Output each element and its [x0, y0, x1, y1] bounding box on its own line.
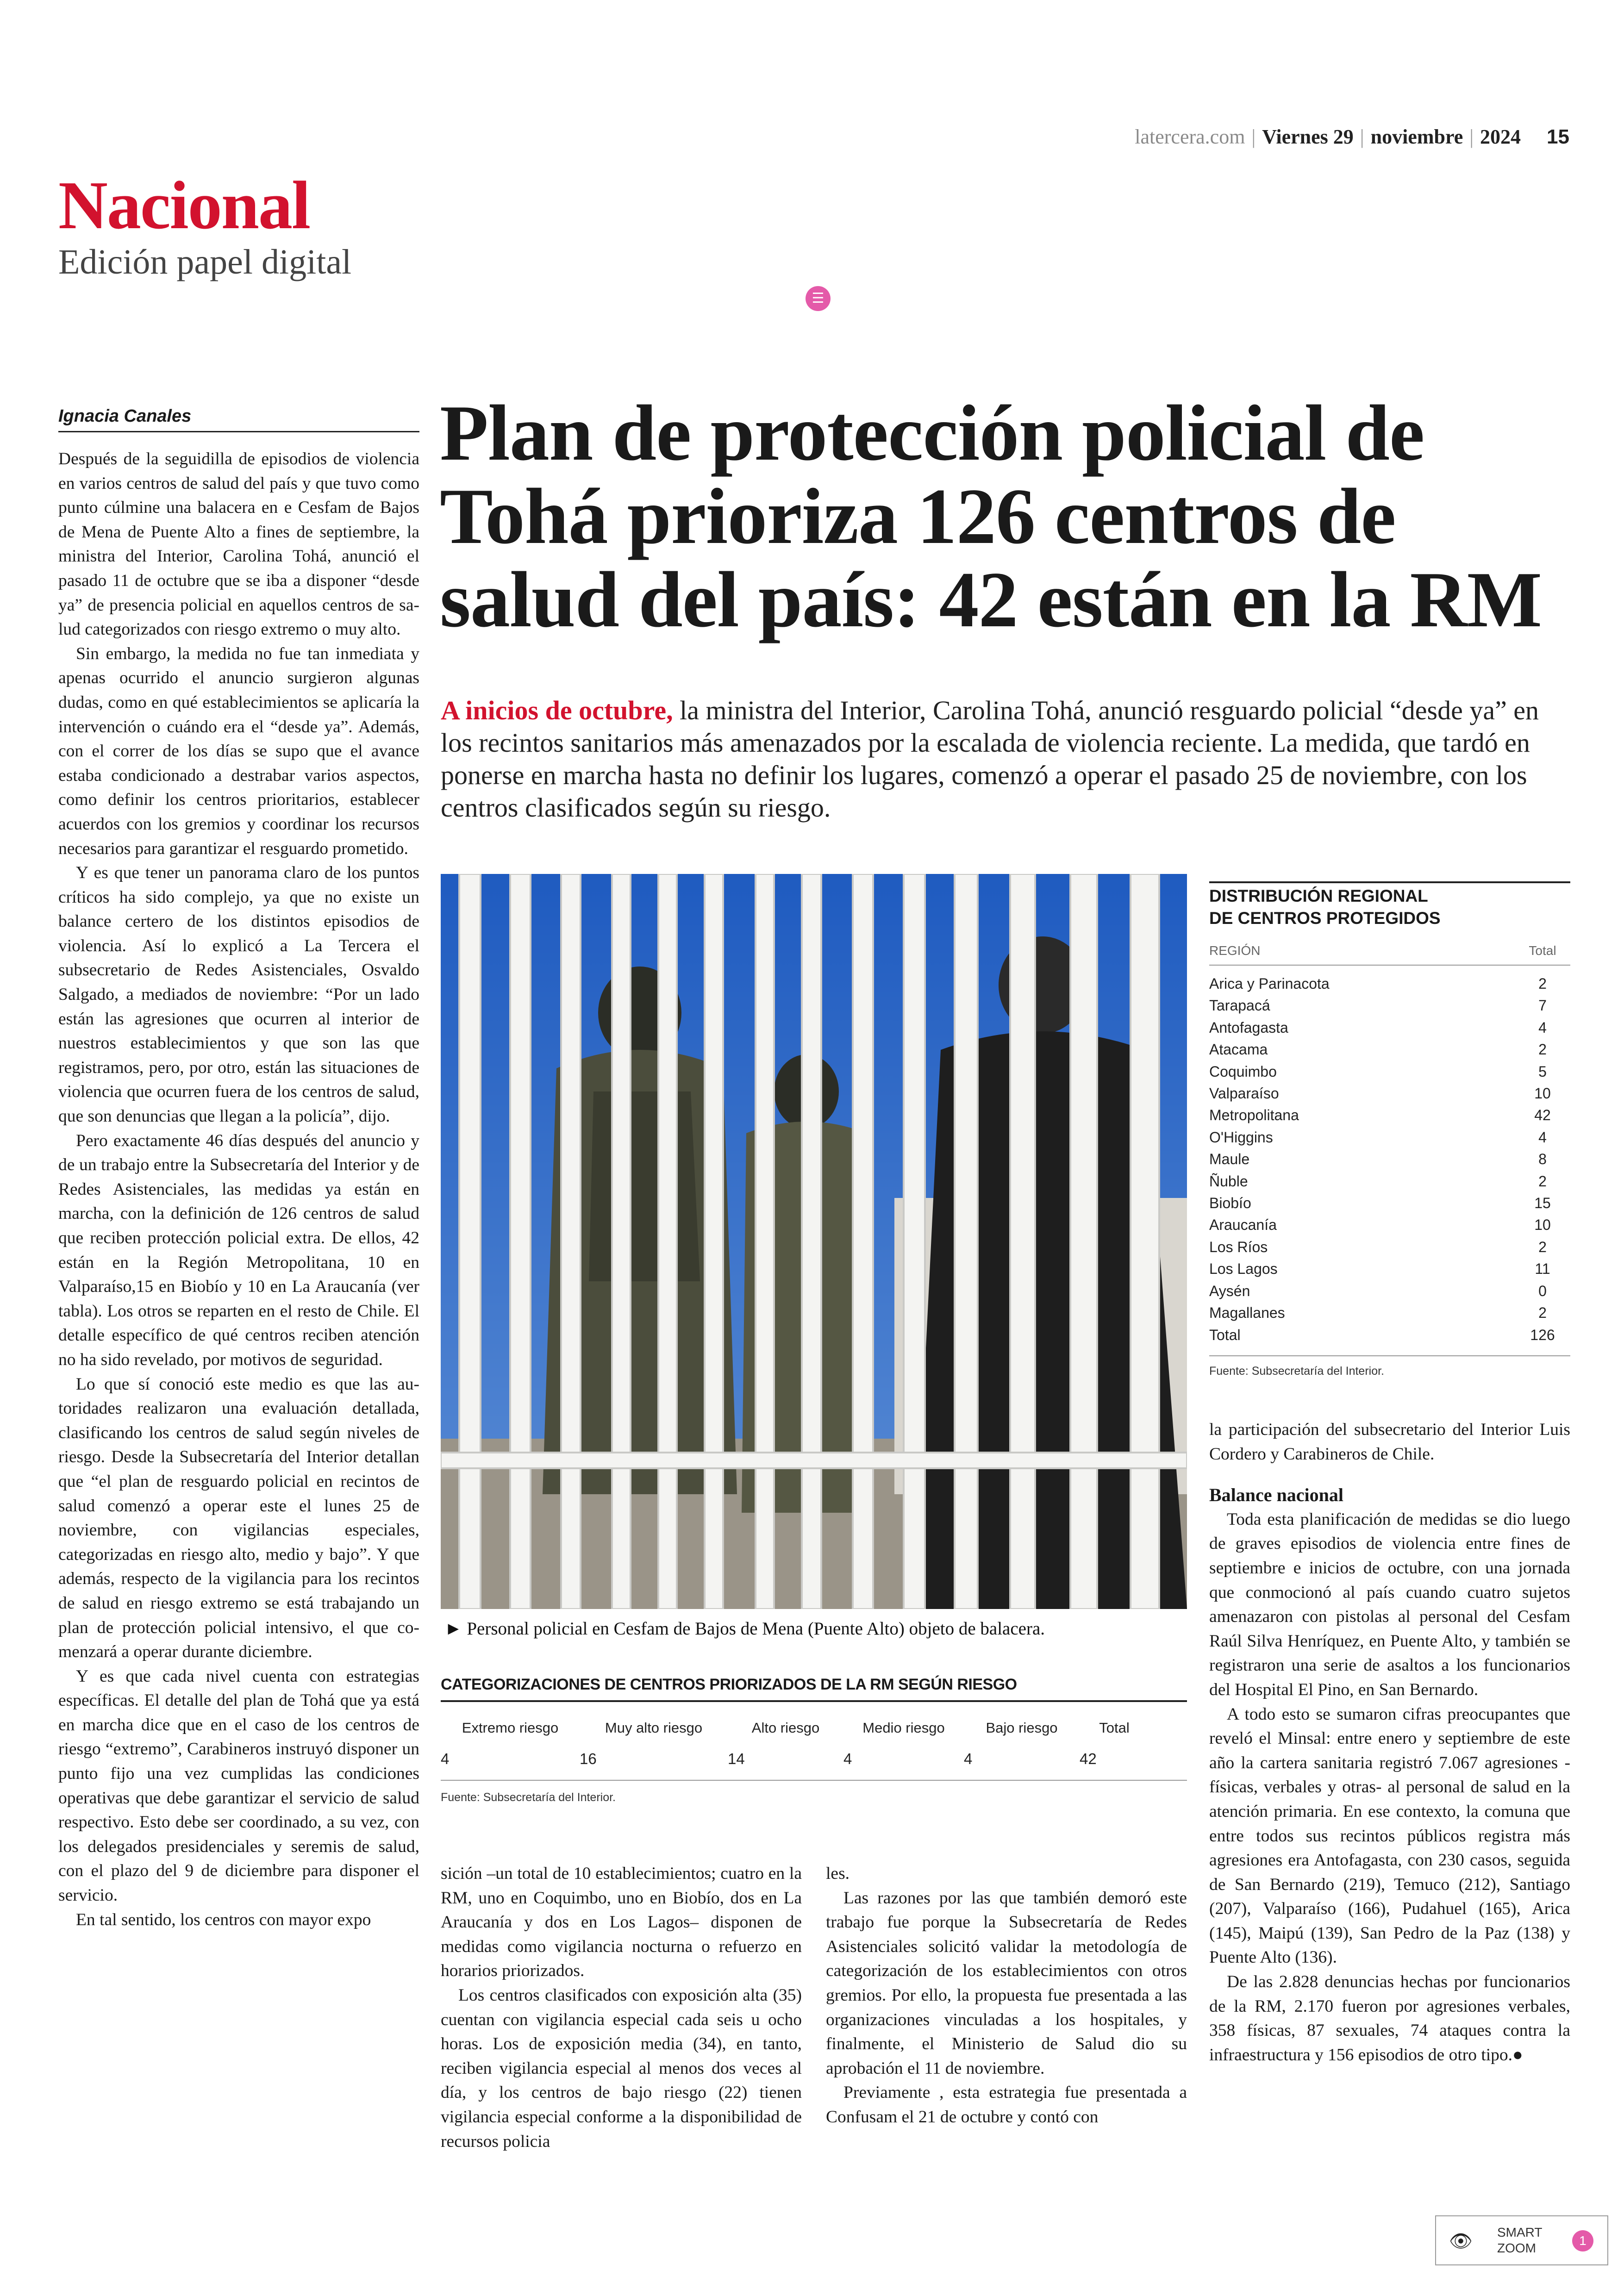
- paragraph: De las 2.828 denuncias hechas por funcionarios de la RM, 2.170 fueron por agresiones verbales, 358 físicas, 87 sexuales, 74 ataques contra la infraestructura y 156 episodios de otro tipo.●: [1209, 1972, 1570, 2064]
- date-month: noviembre: [1370, 125, 1463, 148]
- article-photo[interactable]: [441, 874, 1187, 1609]
- article-list-icon[interactable]: ☰: [806, 286, 831, 311]
- paragraph: Sin embargo, la medida no fue tan inmediata y apenas ocurrido el anuncio surgieron algunas dudas, como en qué establecimientos se aplicaría la intervención o cuándo era el “desde ya”. Además, con el correr de los días se supo que el avance estaba condicionado a destrabar varios aspectos, como definir los centros prioritarios, establecer acuerdos con los gremios y coordinar los recursos necesarios para garantizar el resguardo prometido.: [58, 644, 419, 858]
- region-total: 5: [1538, 1063, 1547, 1080]
- table-title: [1209, 881, 1570, 929]
- region-name: Arica y Parinacota: [1209, 975, 1330, 992]
- region-name: Los Ríos: [1209, 1238, 1268, 1255]
- table-cell: 4: [843, 1750, 852, 1767]
- table-cell: 4: [964, 1750, 973, 1767]
- date-day: Viernes 29: [1262, 125, 1354, 148]
- region-name: Los Lagos: [1209, 1260, 1278, 1278]
- paragraph: Las razones por las que también demoró este trabajo fue porque la Subsecretaría de Redes Asistenciales solicitó validar la metodología de categorización de los establecimientos con otros gremios. Por ello, la propuesta fue presentada a las organizaciones vinculadas a los hospitales, y finalmente, el Ministerio de Salud dio su aprobación el 11 de noviembre.: [826, 1888, 1187, 2078]
- table-row: [1209, 1148, 1570, 1170]
- region-name: Total: [1209, 1326, 1241, 1343]
- headline: Plan de protección policial de Tohá prioriza 126 centros de salud del país: 42 están en la RM: [440, 389, 1542, 644]
- table-cell: 4: [441, 1750, 450, 1767]
- region-name: Valparaíso: [1209, 1085, 1279, 1102]
- lead-kicker: A inicios de octubre,: [441, 695, 673, 725]
- region-name: Coquimbo: [1209, 1063, 1277, 1080]
- region-name: Maule: [1209, 1151, 1250, 1168]
- region-total: 0: [1538, 1282, 1547, 1299]
- table-row: [1209, 1039, 1570, 1060]
- region-name: Ñuble: [1209, 1172, 1248, 1190]
- table-title-line: DE CENTROS PROTEGIDOS: [1209, 909, 1441, 928]
- table-body: [1209, 973, 1570, 1356]
- paragraph: Y es que cada nivel cuenta con estrategias específicas. El detalle del plan de Tohá que ya está en marcha dice que en el caso de los centros de riesgo “extremo”, Carabineros instruyó disponer un punto fijo una vez cumplidas las condiciones operativas que debe garantizar el servicio de salud respectivo. Esto debe ser coordinado, a su vez, con los delegados presidenciales y seremis de salud, con el plazo del 9 de diciembre para disponer el servicio.: [58, 1666, 419, 1905]
- section-title: Nacional: [58, 168, 310, 243]
- paragraph: Pero exactamente 46 días después del anuncio y de un trabajo entre la Subsecretaría del Interior y de Redes Asistenciales, las medidas ya están en marcha, con la definición de 126 centros de salud que reciben protección policial extra. De ellos, 42 están en la Región Metropolitana, 10 en Valparaíso,15 en Biobío y 10 en La Araucanía (ver tabla). Los otros se reparten en el resto de Chile. El detalle específico de qué centros reciben atención no ha sido revelado, por motivos de seguridad.: [58, 1131, 419, 1369]
- table-row: [1209, 995, 1570, 1017]
- region-name: Aysén: [1209, 1282, 1250, 1299]
- table-row: [441, 1750, 1187, 1781]
- region-total: 4: [1538, 1019, 1547, 1036]
- table-cell: 16: [580, 1750, 597, 1767]
- table-row: [1209, 1280, 1570, 1302]
- region-total: 15: [1534, 1195, 1551, 1212]
- smart-zoom-label: [1497, 2225, 1543, 2256]
- paragraph: la participación del subsecretario del Interior Luis Cordero y Carabineros de Chile.: [1209, 1420, 1570, 1464]
- region-name: Tarapacá: [1209, 997, 1270, 1014]
- paragraph: A todo esto se sumaron cifras preocupantes que reveló el Minsal: entre enero y septiembre de este año la cartera sanitaria registró 7.067 agresiones -físicas, verbales y otras- al personal de salud en la atención primaria. En ese contexto, la comuna que entre todos sus recintos públicos registra más agresiones era Antofagasta, con 230 casos, seguida de San Bernardo (219), Temuco (212), Santiago (207), Valparaíso (166), Pudahuel (165), Arica (145), Maipú (139), San Pedro de la Paz (138) y Puente Alto (136).: [1209, 1704, 1570, 1967]
- region-name: Araucanía: [1209, 1216, 1277, 1234]
- table-header: Bajo riesgo: [986, 1720, 1058, 1736]
- table-header: Total: [1529, 943, 1556, 958]
- table-row: [1209, 973, 1570, 995]
- paragraph: Previamente , esta estrategia fue presentada a Confusam el 21 de octubre y contó con: [826, 2083, 1187, 2127]
- site-name[interactable]: latercera.com: [1135, 125, 1245, 148]
- region-total: 10: [1534, 1085, 1551, 1102]
- table-row: [1209, 1236, 1570, 1258]
- body-column-1: [58, 447, 419, 1932]
- paragraph: En tal sentido, los centros con mayor expo: [76, 1910, 371, 1929]
- lead-text: la ministra del Interior, Carolina Tohá, anunció resguardo policial “desde ya” en los recintos sanitarios más amenazados por la escalada de violencia reciente. La medida, que tardó en ponerse en marcha hasta no definir los lugares, comenzó a operar el pasado 25 de noviembre, con los centros clasificados según su riesgo.: [441, 695, 1539, 823]
- region-name: Biobío: [1209, 1195, 1251, 1212]
- paragraph: Lo que sí conoció este medio es que las autoridades realizaron una evaluación detallada, clasificando los centros de salud según niveles de riesgo. Desde la Subsecretaría del Interior detallan que “el plan de resguardo policial en recintos de salud comenzó a operar este el lunes 25 de noviembre, con vigilancias especiales, categorizadas en riesgo alto, medio y bajo”. Y que además, respecto de la vigilancia para los recintos de salud en riesgo extremo se está trabajando un plan de protección policial intensivo, el que comenzará a operar durante diciembre.: [58, 1374, 419, 1662]
- smart-zoom-button[interactable]: [1435, 2215, 1608, 2265]
- paragraph: Los centros clasificados con exposición alta (35) cuentan con vigilancia especial cada seis u ocho horas. Los de exposición media (34), en tanto, reciben vigilancia especial al menos dos veces al día, y los centros de bajo riesgo (22) tienen vigilancia especial conforme a la disponibilidad de recursos policia: [441, 1985, 802, 2151]
- body-column-4: [826, 1862, 1187, 2130]
- region-total: 8: [1538, 1151, 1547, 1168]
- smart-zoom-label-line: SMART: [1497, 2225, 1543, 2239]
- table-source: Fuente: Subsecretaría del Interior.: [1209, 1364, 1384, 1378]
- region-total: 2: [1538, 1041, 1547, 1058]
- table-header: Extremo riesgo: [462, 1720, 559, 1736]
- table-row: [1209, 1061, 1570, 1083]
- paragraph: sición –un total de 10 establecimientos; cuatro en la RM, uno en Coquimbo, uno en Biobío, dos en La Araucanía y dos en Los Lagos– disponen de medidas como vigilancia nocturna o refuerzo en horarios priorizados.: [441, 1864, 802, 1981]
- table-row: [1209, 1083, 1570, 1104]
- region-total: 42: [1534, 1107, 1551, 1124]
- paragraph: Después de la seguidilla de episodios de violencia en varios centros de salud del país y que tuvo como punto cúlmine una balacera en e Cesfam de Bajos de Mena de Puente Alto a fines de septiembre, la ministra del Interior, Carolina Tohá, anunció el pasado 11 de octubre que se iba a disponer “desde ya” de presencia policial en aquellos centros de salud categorizados con riesgo extremo o muy alto.: [58, 449, 419, 639]
- byline: Ignacia Canales: [58, 406, 419, 432]
- region-total: 2: [1538, 1304, 1547, 1322]
- table-row: [1209, 1127, 1570, 1148]
- region-name: Metropolitana: [1209, 1107, 1299, 1124]
- region-total: 7: [1538, 997, 1547, 1014]
- region-table: [1209, 881, 1570, 1378]
- region-name: Antofagasta: [1209, 1019, 1288, 1036]
- table-header: Total: [1099, 1720, 1130, 1736]
- table-row: [1209, 1302, 1570, 1324]
- table-cell: 14: [728, 1750, 745, 1767]
- subheading: Balance nacional: [1209, 1484, 1344, 1506]
- region-total: 2: [1538, 1172, 1547, 1190]
- paragraph: Y es que tener un panorama claro de los puntos críticos ha sido complejo, ya que no existe un balance certero de los distintos episodios de violencia. Así lo explicó a La Tercera el subsecretario de Redes Asistenciales, Osvaldo Salgado, a mediados de noviembre: “Por un lado están las agresiones que ocurren al interior de nuestros establecimientos y que son las que registramos, pero, por otro, están las situaciones de violencia que ocurren fuera de los centros de salud, que son denuncias que llegan a la policía”, dijo.: [58, 863, 419, 1126]
- photo-caption: ► Personal policial en Cesfam de Bajos de Mena (Puente Alto) objeto de balacera.: [444, 1619, 1045, 1639]
- categorization-table: [441, 1676, 1187, 1804]
- region-name: Atacama: [1209, 1041, 1268, 1058]
- table-row: [1209, 1192, 1570, 1214]
- page-dateline: latercera.com | Viernes 29 | noviembre | 2024 15: [1135, 125, 1569, 148]
- region-total: 10: [1534, 1216, 1551, 1234]
- region-total: 4: [1538, 1129, 1547, 1146]
- table-title-line: DISTRIBUCIÓN REGIONAL: [1209, 886, 1428, 905]
- region-total: 2: [1538, 975, 1547, 992]
- table-row: [1209, 1171, 1570, 1192]
- body-column-3: [441, 1862, 802, 2154]
- table-row: [1209, 1258, 1570, 1280]
- lead-paragraph: [441, 694, 1570, 824]
- section-subtitle: Edición papel digital: [58, 243, 352, 281]
- page-number: 15: [1547, 125, 1569, 148]
- region-total: 126: [1530, 1326, 1555, 1343]
- paragraph: Toda esta planificación de medidas se dio luego de graves episodios de violencia entre fines de septiembre e inicios de octubre, con una jornada que conmocionó al país cuando cuatro sujetos amenazaron con pistolas al personal del Cesfam Raúl Silva Henríquez, en Puente Alto, y también se registraron una serie de asaltos a los funcionarios del Hospital El Pino, en San Bernardo.: [1209, 1509, 1570, 1699]
- region-total: 11: [1535, 1260, 1550, 1278]
- table-row: [1209, 1104, 1570, 1126]
- region-name: O'Higgins: [1209, 1129, 1273, 1146]
- table-row-total: [1209, 1324, 1570, 1346]
- region-name: Magallanes: [1209, 1304, 1285, 1322]
- table-header: Muy alto riesgo: [605, 1720, 703, 1736]
- table-header-row: [441, 1720, 1187, 1736]
- table-row: [1209, 1017, 1570, 1039]
- smart-zoom-label-line: ZOOM: [1497, 2241, 1536, 2255]
- table-cell: 42: [1080, 1750, 1097, 1767]
- table-header-row: [1209, 943, 1570, 966]
- table-header: Medio riesgo: [862, 1720, 945, 1736]
- region-total: 2: [1538, 1238, 1547, 1255]
- body-column-5: [1209, 1418, 1570, 2067]
- table-title: CATEGORIZACIONES DE CENTROS PRIORIZADOS DE LA RM SEGÚN RIESGO: [441, 1676, 1187, 1702]
- date-year: 2024: [1480, 125, 1521, 148]
- paragraph: les.: [826, 1864, 850, 1883]
- table-source: Fuente: Subsecretaría del Interior.: [441, 1791, 616, 1804]
- smart-zoom-badge: 1: [1572, 2230, 1593, 2251]
- table-row: [1209, 1214, 1570, 1236]
- eye-icon: 👁: [1449, 2231, 1473, 2252]
- table-header: REGIÓN: [1209, 943, 1261, 958]
- table-header: Alto riesgo: [751, 1720, 820, 1736]
